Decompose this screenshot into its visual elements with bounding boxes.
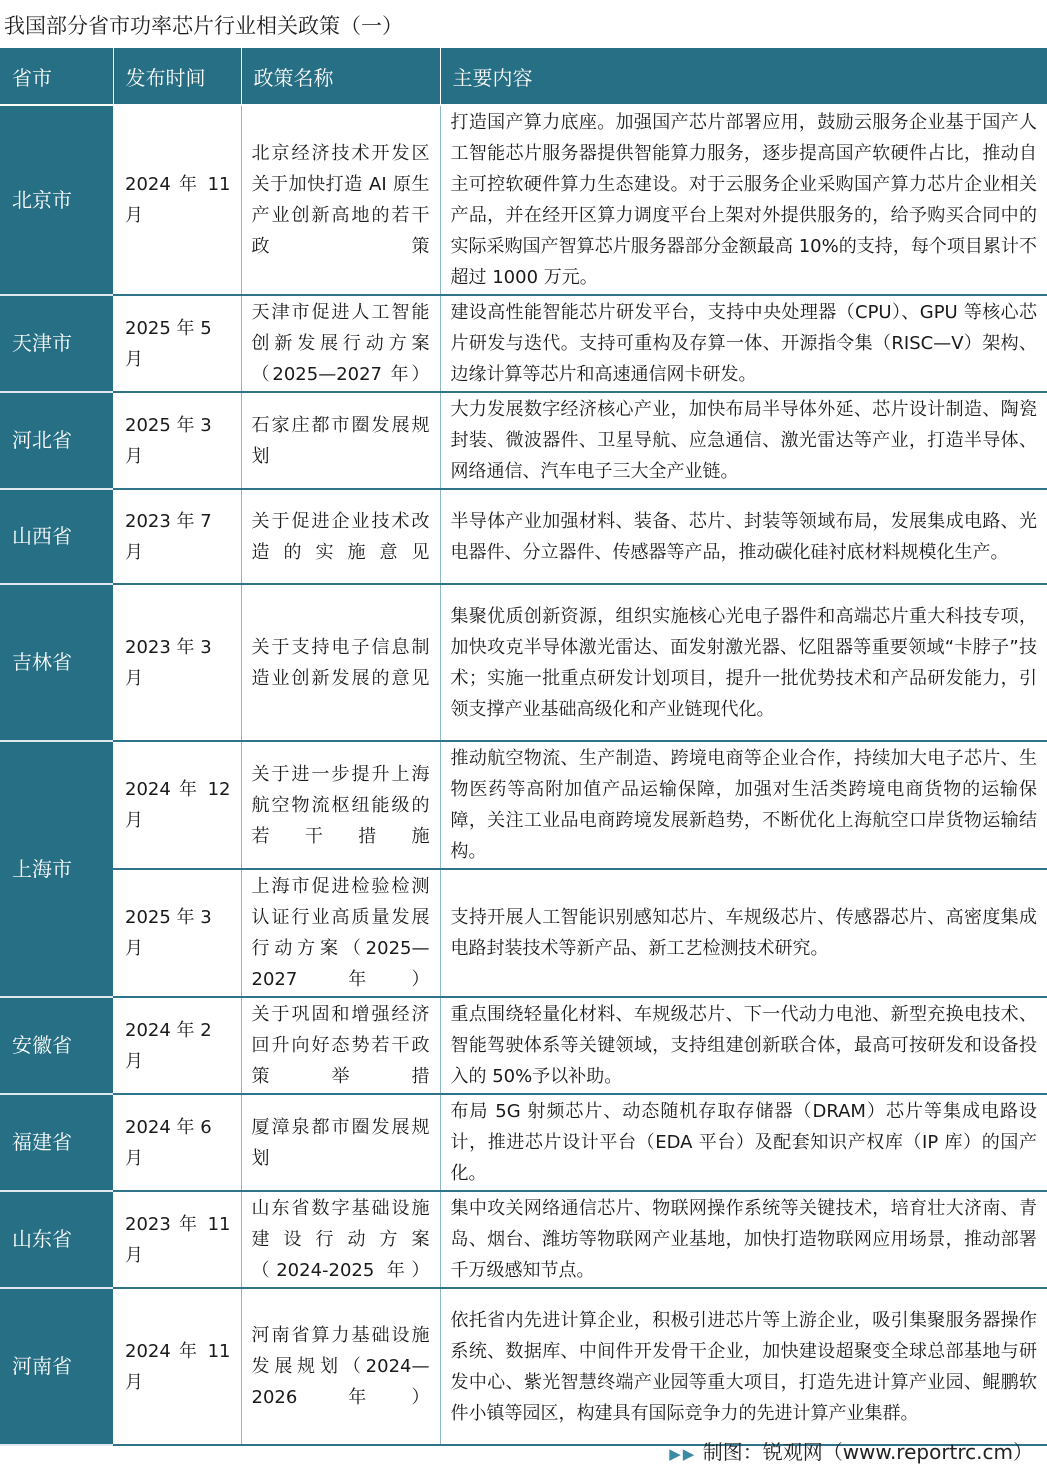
header-policy: 政策名称 — [241, 48, 440, 105]
date-cell: 2024 年 11 月 — [113, 105, 241, 295]
province-cell: 福建省 — [0, 1094, 113, 1191]
play-arrow-icon: ▶ — [682, 1445, 695, 1463]
table-row — [0, 105, 1047, 295]
content-cell: 布局 5G 射频芯片、动态随机存取存储器（DRAM）芯片等集成电路设计，推进芯片设计平台（EDA 平台）及配套知识产权库（IP 库）的国产化。 — [440, 1094, 1047, 1191]
content-cell: 打造国产算力底座。加强国产芯片部署应用，鼓励云服务企业基于国产人工智能芯片服务器提供智能算力服务，逐步提高国产软硬件占比，推动自主可控软硬件算力生态建设。对于云服务企业采购国产算力芯片企业相关产品，并在经开区算力调度平台上架对外提供服务的，给予购买合同中的实际采购国产智算芯片服务器部分金额最高 10%的支持，每个项目累计不超过 1000 万元。 — [440, 105, 1047, 295]
page-title: 我国部分省市功率芯片行业相关政策（一） — [4, 14, 403, 38]
policy-name-cell: 河南省算力基础设施发展规划（2024—2026 年） — [241, 1288, 440, 1445]
date-cell: 2024 年 6 月 — [113, 1094, 241, 1191]
content-cell: 推动航空物流、生产制造、跨境电商等企业合作，持续加大电子芯片、生物医药等高附加值产品运输保障，加强对生活类跨境电商货物的运输保障，关注工业品电商跨境发展新趋势，不断优化上海航空口岸货物运输结构。 — [440, 741, 1047, 869]
play-arrow-icon: ▶ — [669, 1445, 681, 1463]
policy-name-cell: 天津市促进人工智能创新发展行动方案（2025—2027 年） — [241, 295, 440, 392]
table-row — [0, 392, 1047, 489]
province-cell: 上海市 — [0, 741, 113, 997]
table-row — [0, 489, 1047, 584]
date-cell: 2023 年 11 月 — [113, 1191, 241, 1288]
table-row — [0, 584, 1047, 741]
policy-name-cell: 关于支持电子信息制造业创新发展的意见 — [241, 584, 440, 741]
province-cell: 天津市 — [0, 295, 113, 392]
date-cell: 2024 年 12 月 — [113, 741, 241, 869]
date-cell: 2025 年 3 月 — [113, 869, 241, 997]
policy-name-cell: 山东省数字基础设施建设行动方案（2024-2025 年） — [241, 1191, 440, 1288]
province-cell: 吉林省 — [0, 584, 113, 741]
policy-name-cell: 北京经济技术开发区关于加快打造 AI 原生产业创新高地的若干政策 — [241, 105, 440, 295]
date-cell: 2024 年 11 月 — [113, 1288, 241, 1445]
policy-name-cell: 石家庄都市圈发展规划 — [241, 392, 440, 489]
province-cell: 河北省 — [0, 392, 113, 489]
header-content: 主要内容 — [440, 48, 1047, 105]
header-province: 省市 — [0, 48, 113, 105]
content-cell: 支持开展人工智能识别感知芯片、车规级芯片、传感器芯片、高密度集成电路封装技术等新产品、新工艺检测技术研究。 — [440, 869, 1047, 997]
province-cell: 山西省 — [0, 489, 113, 584]
policy-name-cell: 关于巩固和增强经济回升向好态势若干政策举措 — [241, 997, 440, 1094]
table-row — [0, 1191, 1047, 1288]
content-cell: 集聚优质创新资源，组织实施核心光电子器件和高端芯片重大科技专项，加快攻克半导体激光雷达、面发射激光器、忆阻器等重要领域“卡脖子”技术；实施一批重点研发计划项目，提升一批优势技术和产品研发能力，引领支撑产业基础高级化和产业链现代化。 — [440, 584, 1047, 741]
policy-name-cell: 厦漳泉都市圈发展规划 — [241, 1094, 440, 1191]
table-header-row — [0, 48, 1047, 105]
policy-name-cell: 上海市促进检验检测认证行业高质量发展行动方案（2025—2027 年） — [241, 869, 440, 997]
source-footer — [669, 1432, 1033, 1472]
content-cell: 半导体产业加强材料、装备、芯片、封装等领域布局，发展集成电路、光电器件、分立器件、传感器等产品，推动碳化硅衬底材料规模化生产。 — [440, 489, 1047, 584]
content-cell: 大力发展数字经济核心产业，加快布局半导体外延、芯片设计制造、陶瓷封装、微波器件、卫星导航、应急通信、激光雷达等产业，打造半导体、网络通信、汽车电子三大全产业链。 — [440, 392, 1047, 489]
content-cell: 依托省内先进计算企业，积极引进芯片等上游企业，吸引集聚服务器操作系统、数据库、中间件开发骨干企业，加快建设超聚变全球总部基地与研发中心、紫光智慧终端产业园等重大项目，打造先进计算产业园、鲲鹏软件小镇等园区，构建具有国际竞争力的先进计算产业集群。 — [440, 1288, 1047, 1445]
province-cell: 山东省 — [0, 1191, 113, 1288]
table-row — [0, 1094, 1047, 1191]
date-cell: 2025 年 5 月 — [113, 295, 241, 392]
date-cell: 2023 年 7 月 — [113, 489, 241, 584]
province-cell: 安徽省 — [0, 997, 113, 1094]
table-row — [0, 869, 1047, 997]
source-label: 制图：锐观网（www.reportrc.cm） — [702, 1440, 1033, 1464]
date-cell: 2025 年 3 月 — [113, 392, 241, 489]
policy-name-cell: 关于进一步提升上海航空物流枢纽能级的若干措施 — [241, 741, 440, 869]
header-date: 发布时间 — [113, 48, 241, 105]
province-cell: 河南省 — [0, 1288, 113, 1445]
table-row — [0, 997, 1047, 1094]
table-row — [0, 1288, 1047, 1445]
table-row — [0, 295, 1047, 392]
content-cell: 建设高性能智能芯片研发平台，支持中央处理器（CPU）、GPU 等核心芯片研发与迭代。支持可重构及存算一体、开源指令集（RISC—V）架构、边缘计算等芯片和高速通信网卡研发。 — [440, 295, 1047, 392]
date-cell: 2024 年 2 月 — [113, 997, 241, 1094]
table-row — [0, 741, 1047, 869]
content-cell: 集中攻关网络通信芯片、物联网操作系统等关键技术，培育壮大济南、青岛、烟台、潍坊等物联网产业基地，加快打造物联网应用场景，推动部署千万级感知节点。 — [440, 1191, 1047, 1288]
content-cell: 重点围绕轻量化材料、车规级芯片、下一代动力电池、新型充换电技术、智能驾驶体系等关键领域，支持组建创新联合体，最高可按研发和设备投入的 50%予以补助。 — [440, 997, 1047, 1094]
policy-name-cell: 关于促进企业技术改造的实施意见 — [241, 489, 440, 584]
date-cell: 2023 年 3 月 — [113, 584, 241, 741]
policy-table — [0, 48, 1047, 1446]
province-cell: 北京市 — [0, 105, 113, 295]
